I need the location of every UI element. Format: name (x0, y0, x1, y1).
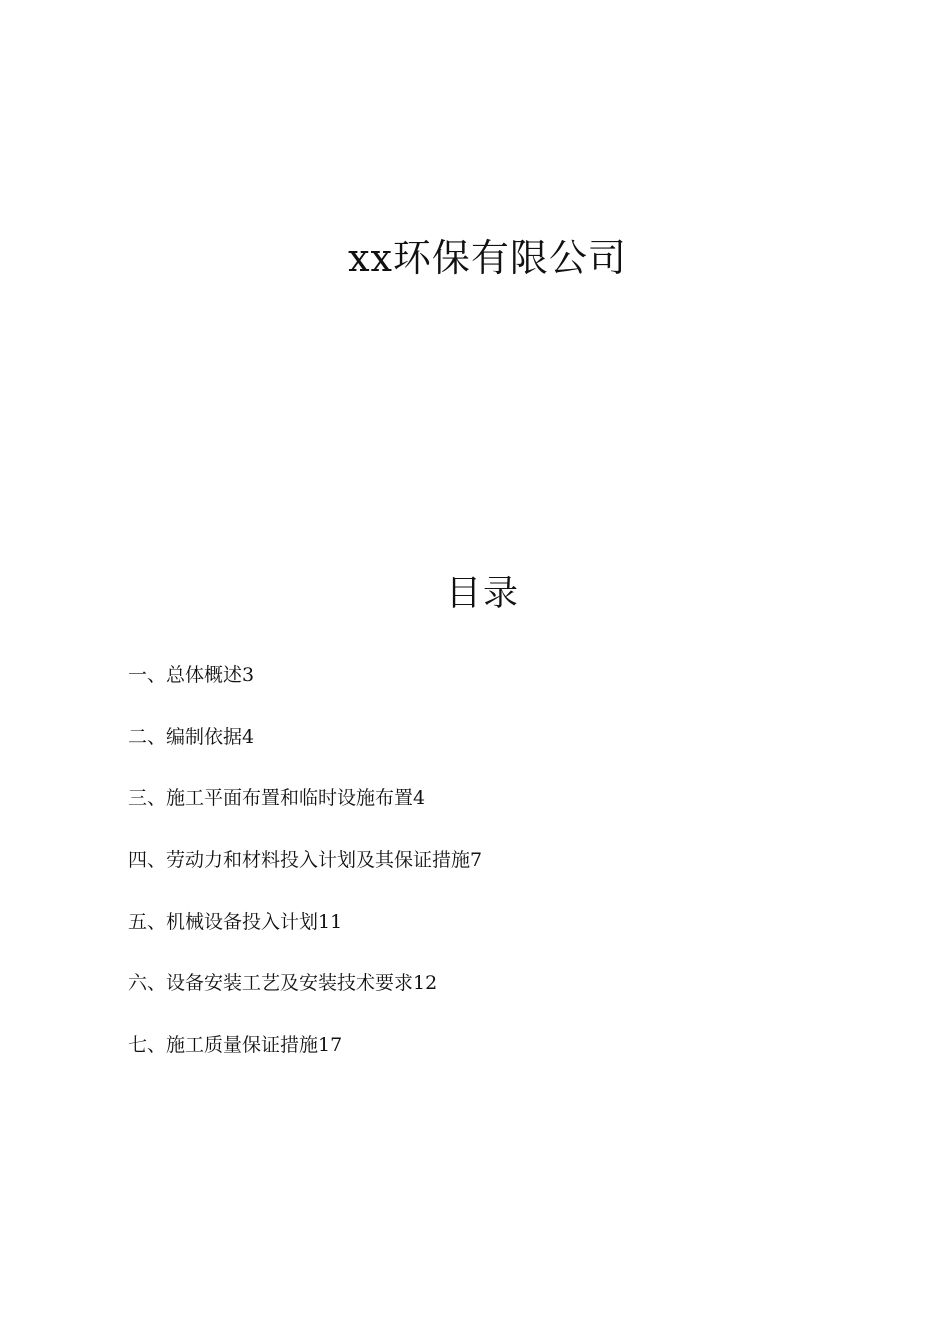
toc-item[interactable] (128, 968, 482, 1030)
toc-item-text: 二、编制依据 (128, 725, 243, 748)
toc-item-page: 12 (413, 972, 438, 995)
toc-item-page: 4 (413, 787, 426, 810)
toc-item[interactable] (128, 907, 482, 969)
toc-item-page: 11 (318, 910, 343, 933)
toc-item-page: 17 (318, 1034, 343, 1057)
toc-item-text: 四、劳动力和材料投入计划及其保证措施 (128, 849, 471, 872)
company-title: xx环保有限公司 (348, 236, 627, 280)
toc-item[interactable] (128, 783, 482, 845)
toc-item-page: 7 (470, 849, 483, 872)
toc-item[interactable] (128, 722, 482, 784)
toc-item[interactable] (128, 1030, 482, 1092)
toc-item-text: 三、施工平面布置和临时设施布置 (128, 787, 414, 810)
toc-item-text: 七、施工质量保证措施 (128, 1034, 319, 1057)
toc-item-text: 一、总体概述 (128, 664, 243, 686)
toc-heading: 目录 (445, 574, 520, 614)
toc-item-text: 五、机械设备投入计划 (128, 910, 319, 933)
toc-item-page: 3 (242, 664, 255, 686)
toc-list (128, 660, 482, 1092)
toc-item[interactable] (128, 845, 482, 907)
toc-item-page: 4 (242, 725, 255, 748)
toc-item-text: 六、设备安装工艺及安装技术要求 (128, 972, 414, 995)
toc-item[interactable] (128, 660, 482, 722)
